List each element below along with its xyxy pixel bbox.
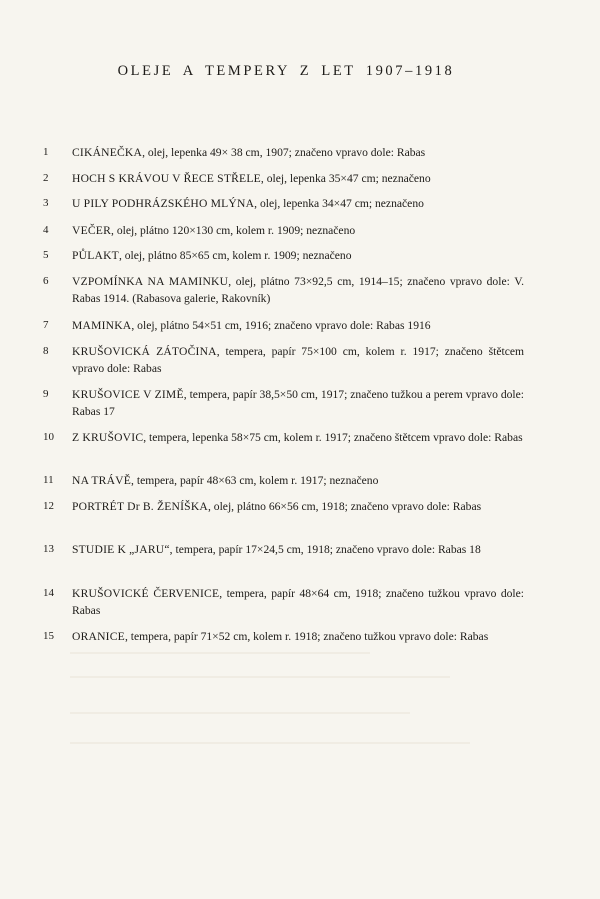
entry-number: 5 <box>43 249 49 261</box>
entry-number: 8 <box>43 345 49 357</box>
entry-details: , olej, plátno 54×51 cm, 1916; značeno vpravo dole: Rabas 1916 <box>131 319 431 332</box>
entry-title: U PILY PODHRÁZSKÉHO MLÝNA <box>72 197 255 210</box>
entry-details: , olej, lepenka 49× 38 cm, 1907; značeno vpravo dole: Rabas <box>142 146 426 159</box>
entry-details: , tempera, papír 17×24,5 cm, 1918; značeno vpravo dole: Rabas 18 <box>169 543 481 556</box>
entry-text <box>72 317 524 334</box>
entry-details: , olej, lepenka 34×47 cm; neznačeno <box>254 197 424 210</box>
entry-text <box>72 498 524 515</box>
entry-text <box>72 144 524 161</box>
entry-details: , tempera, papír 38,5×50 cm, 1917; značeno tužkou a perem vpravo dole: Rabas 17 <box>72 388 524 418</box>
entry-number: 7 <box>43 319 49 331</box>
entry-text <box>72 343 524 377</box>
entry-text <box>72 386 524 420</box>
entry-text <box>72 472 524 489</box>
entry-title: Z KRUŠOVIC <box>72 431 144 444</box>
entry-details: , olej, plátno 66×56 cm, 1918; značeno vpravo dole: Rabas <box>207 500 482 513</box>
entry-title: KRUŠOVICE V ZIMĚ <box>72 388 184 401</box>
entry-text <box>72 541 524 558</box>
entry-title: NA TRÁVĚ <box>72 474 132 487</box>
entry-number: 1 <box>43 146 49 158</box>
entry-title: KRUŠOVICKÉ ČERVENICE <box>72 587 220 600</box>
entry-details: , olej, plátno 85×65 cm, kolem r. 1909; neznačeno <box>118 249 352 262</box>
page-heading: OLEJE A TEMPERY Z LET 1907–1918 <box>117 63 455 79</box>
entry-number: 6 <box>43 275 49 287</box>
entry-details: , tempera, lepenka 58×75 cm, kolem r. 1917; značeno štětcem vpravo dole: Rabas <box>143 431 523 444</box>
entry-title: MAMINKA <box>72 319 132 332</box>
entry-number: 14 <box>43 587 54 599</box>
entry-text <box>72 628 524 645</box>
entry-details: , tempera, papír 71×52 cm, kolem r. 1918; značeno tužkou vpravo dole: Rabas <box>124 630 489 643</box>
entry-details: , olej, plátno 73×92,5 cm, 1914–15; značeno vpravo dole: V. Rabas 1914. (Rabasova galerie, Rakovník) <box>72 275 524 305</box>
entry-text <box>72 247 524 264</box>
entry-text <box>72 273 524 307</box>
entry-number: 11 <box>43 474 54 486</box>
entry-number: 4 <box>43 224 49 236</box>
entry-text <box>72 585 524 619</box>
entry-title: HOCH S KRÁVOU V ŘECE STŘELE <box>72 172 261 185</box>
entry-details: , olej, plátno 120×130 cm, kolem r. 1909; neznačeno <box>111 224 356 237</box>
entry-details: , tempera, papír 75×100 cm, kolem r. 1917; značeno štětcem vpravo dole: Rabas <box>72 345 525 375</box>
entry-number: 13 <box>43 543 54 555</box>
entry-title: CIKÁNEČKA <box>72 146 143 159</box>
entry-number: 15 <box>43 630 54 642</box>
entry-details: , tempera, papír 48×64 cm, 1918; značeno tužkou vpravo dole: Rabas <box>72 587 525 617</box>
entry-number: 12 <box>43 500 54 512</box>
entry-title: ORANICE <box>72 630 125 643</box>
entry-number: 9 <box>43 388 49 400</box>
entry-title: KRUŠOVICKÁ ZÁTOČINA <box>72 345 217 358</box>
entry-number: 2 <box>43 172 49 184</box>
entry-text <box>72 222 524 239</box>
entry-text <box>72 170 524 187</box>
entry-details: , tempera, papír 48×63 cm, kolem r. 1917; neznačeno <box>131 474 379 487</box>
entry-details: , olej, lepenka 35×47 cm; neznačeno <box>260 172 431 185</box>
entry-number: 3 <box>43 197 49 209</box>
entry-text <box>72 195 524 212</box>
entry-title: VEČER <box>72 224 112 237</box>
entry-title: PŮLAKT <box>72 249 119 262</box>
entry-title: VZPOMÍNKA NA MAMINKU <box>72 275 229 288</box>
entry-text <box>72 429 524 446</box>
entry-number: 10 <box>43 431 54 443</box>
entry-title: STUDIE K „JARU“ <box>72 543 170 556</box>
entry-title: PORTRÉT Dr B. ŽENÍŠKA <box>72 500 208 513</box>
